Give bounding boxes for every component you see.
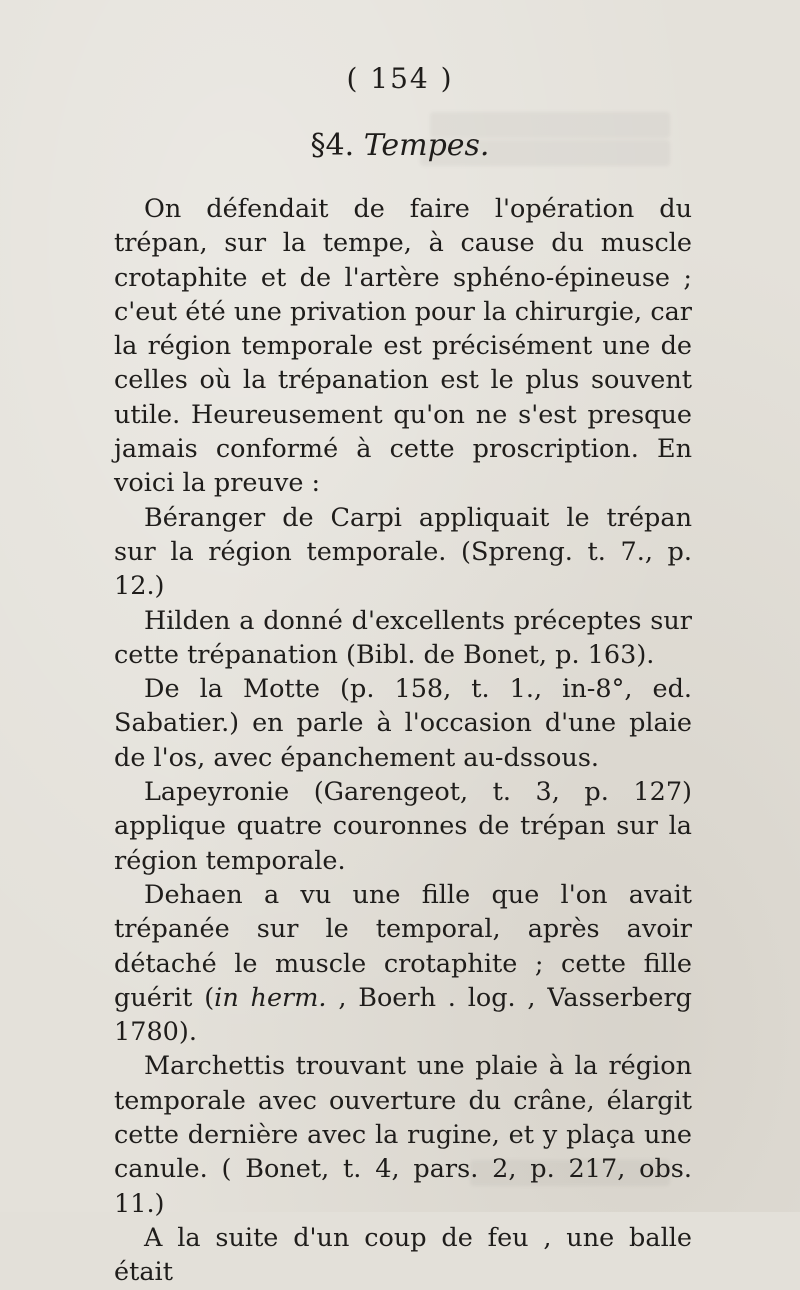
page-number: ( 154 ) (346, 62, 454, 95)
paragraph: Hilden a donné d'excellents préceptes sur cette trépanation (Bibl. de Bonet, p. 163). (114, 605, 692, 670)
paragraph: On défendait de faire l'opération du trépan, sur la tempe, à cause du muscle crotaphite et de l'artère sphéno-épineuse ; c'eut été une privation pour la chirurgie, car la région temporale est précisément une de celles où la trépanation est le plus souvent utile. Heureusement qu'on ne s'est presque jamais conformé à cette proscription. En voici la preuve : (114, 194, 692, 499)
paragraph (114, 878, 692, 1049)
paragraph: Béranger de Carpi appliquait le trépan sur la région temporale. (Spreng. t. 7., p. 12.) (114, 502, 692, 602)
body-text (114, 192, 692, 1290)
paragraph: De la Motte (p. 158, t. 1., in-8°, ed. Sabatier.) en parle à l'occasion d'une plaie de l'os, avec épanchement au-dssous. (114, 674, 692, 773)
paragraph-text: Dehaen a vu une fille que l'on avait trépanée sur le temporal, après avoir détaché le muscle crotaphite ; cette fille guérit ( (114, 879, 692, 1013)
section-title-text: Tempes. (363, 128, 490, 163)
section-number: §4. (310, 128, 355, 163)
paragraph: A la suite d'un coup de feu , une balle était (114, 1222, 692, 1288)
section-title (0, 128, 800, 163)
paragraph-text: , Boerh . log. , Vasserberg 1780). (114, 982, 692, 1048)
paragraph-italic-text: in herm. (214, 982, 327, 1013)
paragraph: Lapeyronie (Garengeot, t. 3, p. 127) applique quatre couronnes de trépan sur la région temporale. (114, 777, 692, 876)
paragraph: Marchettis trouvant une plaie à la région temporale avec ouverture du crâne, élargit cette dernière avec la rugine, et y plaça une canule. ( Bonet, t. 4, pars. 2, p. 217, obs. 11.) (114, 1051, 692, 1219)
